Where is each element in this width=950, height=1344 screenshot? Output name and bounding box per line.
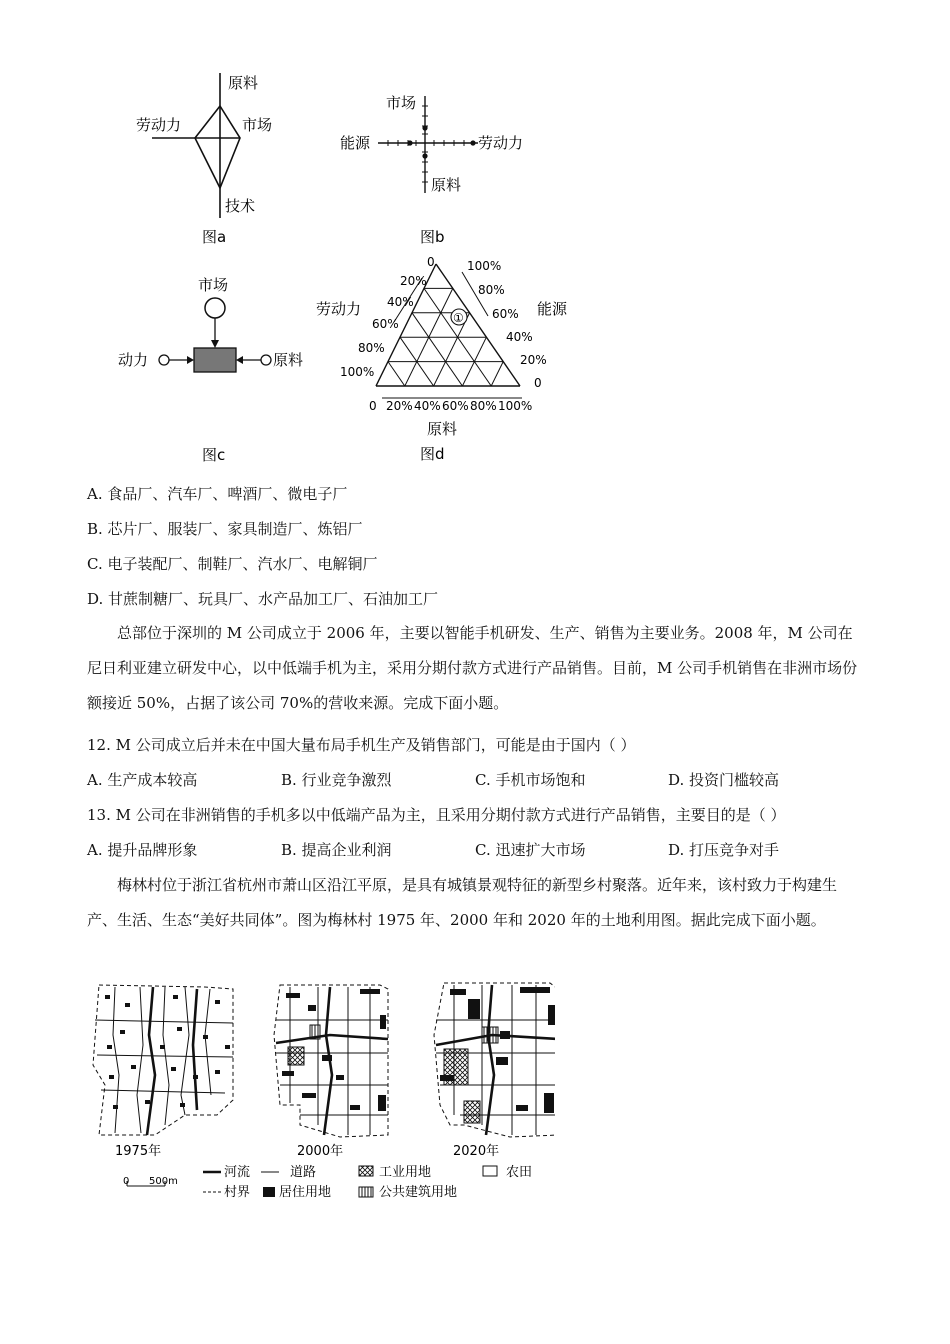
map-legend xyxy=(203,1164,532,1200)
scale-zero: 0 xyxy=(123,1176,130,1187)
ternary-grid-line xyxy=(388,362,405,386)
fig-d-left-tick-2: 40% xyxy=(387,295,414,309)
q12-option-c: C. 手机市场饱和 xyxy=(475,771,586,789)
figure-d xyxy=(312,248,582,470)
fig-a-label-left: 劳动力 xyxy=(136,116,182,134)
figure-a xyxy=(130,68,300,248)
ternary-grid-line xyxy=(491,362,503,386)
fig-b-label-top: 市场 xyxy=(386,94,417,112)
fig-b-label-left: 能源 xyxy=(340,134,371,152)
fig-a-label-right: 市场 xyxy=(242,116,273,134)
legend-industrial: 工业用地 xyxy=(379,1165,432,1180)
q12-option-b: B. 行业竞争激烈 xyxy=(281,771,392,789)
scale-bar xyxy=(123,1176,178,1187)
fig-d-bottom-tick-1: 20% xyxy=(386,399,413,413)
fig-d-right-tick-3: 40% xyxy=(506,330,533,344)
fig-b-caption: 图b xyxy=(420,228,445,246)
q13-stem: 13. M 公司在非洲销售的手机多以中低端产品为主，且采用分期付款方式进行产品销售，主要目的是（ ） xyxy=(87,806,786,824)
passage-meilin: 梅林村位于浙江省杭州市萧山区沿江平原，是具有城镇景观特征的新型乡村聚落。近年来，该村致力于构建生产、生活、生态“美好共同体”。图为梅林村 1975 年、2000 年和 2020 年的土地利用图。据此完成下面小题。 xyxy=(87,876,838,929)
legend-farmland: 农田 xyxy=(506,1165,533,1180)
q11-option-a: A. 食品厂、汽车厂、啤酒厂、微电子厂 xyxy=(87,485,348,503)
fig-c-label-right: 原料 xyxy=(273,351,304,369)
q11-option-d: D. 甘蔗制糖厂、玩具厂、水产品加工厂、石油加工厂 xyxy=(87,590,439,608)
fig-d-bottom-tick-4: 80% xyxy=(470,399,497,413)
map-2020-caption: 2020年 xyxy=(453,1144,500,1159)
fig-c-caption: 图c xyxy=(202,446,226,464)
map-2020 xyxy=(434,983,555,1159)
fig-d-left-tick-3: 60% xyxy=(372,317,399,331)
fig-d-bottom-tick-3: 60% xyxy=(442,399,469,413)
map-2000 xyxy=(274,985,388,1159)
fig-d-bottom-title: 原料 xyxy=(427,420,458,438)
fig-a-label-top: 原料 xyxy=(228,74,259,92)
fig-d-right-tick-0: 100% xyxy=(467,259,502,273)
fig-d-right-title: 能源 xyxy=(537,300,568,318)
fig-d-right-tick-1: 80% xyxy=(478,283,505,297)
fig-d-left-tick-5: 100% xyxy=(340,365,375,379)
fig-d-bottom-tick-5: 100% xyxy=(498,399,533,413)
fig-a-label-bottom: 技术 xyxy=(225,197,256,215)
map-1975-caption: 1975年 xyxy=(115,1144,162,1159)
fig-c-label-top: 市场 xyxy=(198,276,229,294)
legend-public: 公共建筑用地 xyxy=(379,1185,458,1200)
q13-option-d: D. 打压竞争对手 xyxy=(668,841,780,859)
legend-road: 道路 xyxy=(290,1165,317,1180)
q13-option-b: B. 提高企业利润 xyxy=(281,841,392,859)
fig-d-bottom-tick-0: 0 xyxy=(369,399,377,413)
fig-c-label-left: 动力 xyxy=(118,351,149,369)
q13-option-a: A. 提升品牌形象 xyxy=(87,841,198,859)
q12-stem: 12. M 公司成立后并未在中国大量布局手机生产及销售部门，可能是由于国内（ ） xyxy=(87,736,636,754)
fig-d-left-tick-1: 20% xyxy=(400,274,427,288)
fig-b-label-bottom: 原料 xyxy=(431,176,462,194)
figure-c xyxy=(112,270,322,470)
land-use-maps xyxy=(85,975,555,1205)
fig-d-left-tick-0: 0 xyxy=(427,255,435,269)
fig-d-right-tick-2: 60% xyxy=(492,307,519,321)
legend-river: 河流 xyxy=(224,1165,251,1180)
passage-m-company: 总部位于深圳的 M 公司成立于 2006 年，主要以智能手机研发、生产、销售为主要业务。2008 年，M 公司在尼日利亚建立研发中心，以中低端手机为主，采用分期付款方式进行产品销售。目前，M 公司手机销售在非洲市场份额接近 50%，占据了该公司 70%的营收来源。完成下面小题。 xyxy=(87,624,858,712)
fig-d-right-tick-4: 20% xyxy=(520,353,547,367)
fig-d-marker: ① xyxy=(453,311,464,325)
figure-b xyxy=(338,88,548,248)
q12-option-a: A. 生产成本较高 xyxy=(87,771,198,789)
fig-d-right-tick-5: 0 xyxy=(534,376,542,390)
legend-residential: 居住用地 xyxy=(279,1185,332,1200)
legend-village-boundary: 村界 xyxy=(224,1185,251,1200)
map-1975 xyxy=(93,985,233,1159)
fig-d-bottom-tick-2: 40% xyxy=(414,399,441,413)
map-2000-caption: 2000年 xyxy=(297,1144,344,1159)
fig-b-label-right: 劳动力 xyxy=(478,134,524,152)
fig-d-caption: 图d xyxy=(420,445,445,463)
q13-option-c: C. 迅速扩大市场 xyxy=(475,841,586,859)
scale-length: 500m xyxy=(149,1176,178,1187)
fig-a-caption: 图a xyxy=(202,228,227,246)
q11-option-b: B. 芯片厂、服装厂、家具制造厂、炼铝厂 xyxy=(87,520,363,538)
q12-option-d: D. 投资门槛较高 xyxy=(668,771,780,789)
fig-d-left-title: 劳动力 xyxy=(316,300,362,318)
q11-option-c: C. 电子装配厂、制鞋厂、汽水厂、电解铜厂 xyxy=(87,555,378,573)
fig-d-left-tick-4: 80% xyxy=(358,341,385,355)
